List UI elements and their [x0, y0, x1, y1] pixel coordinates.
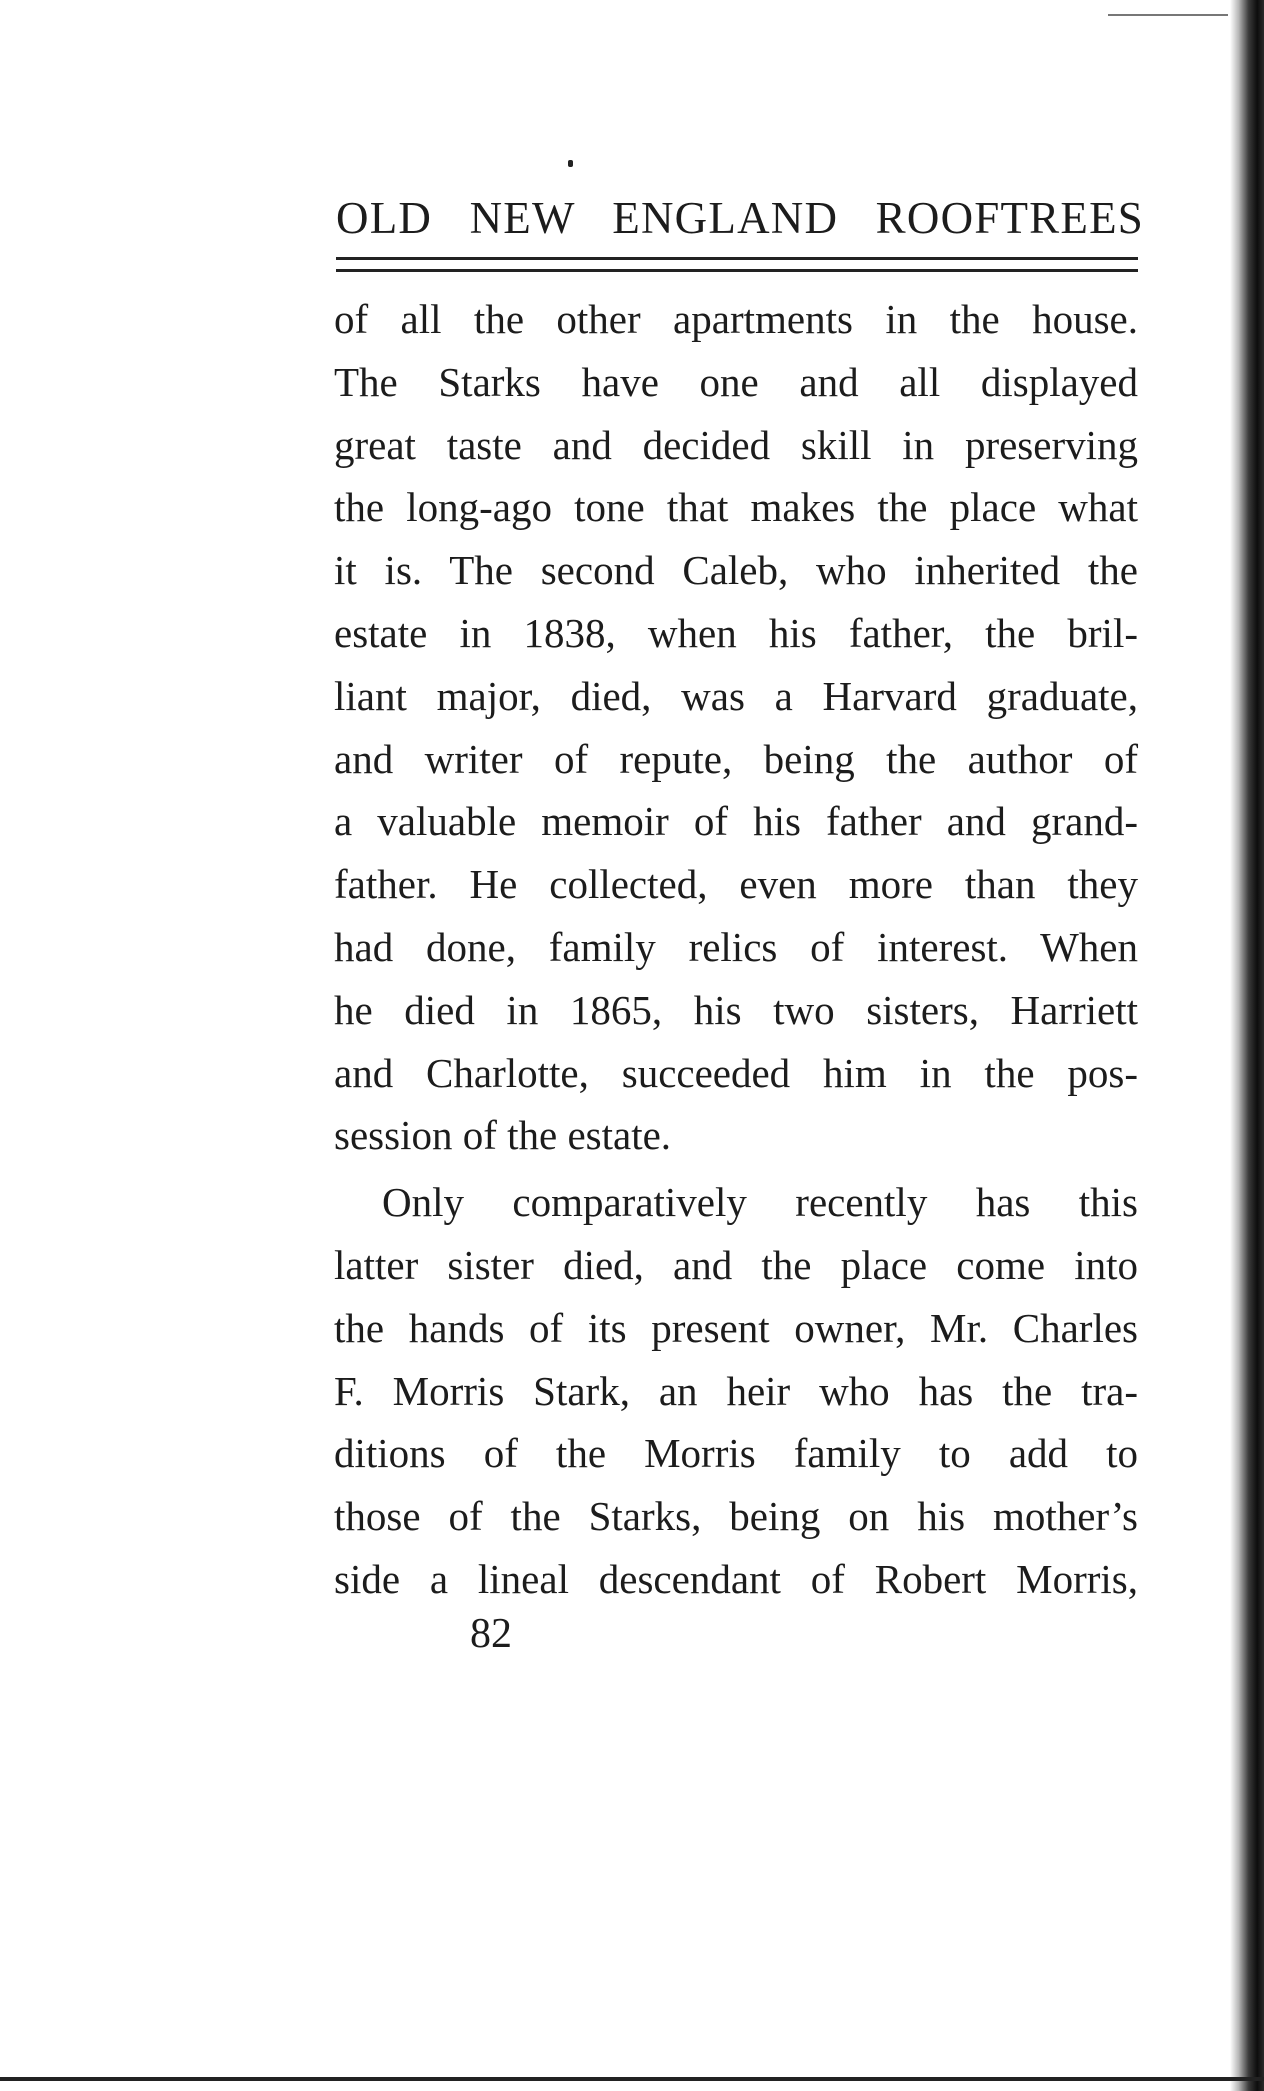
page-gutter-edge	[1230, 0, 1264, 2091]
text-line: the long-ago tone that makes the place what	[334, 484, 1138, 531]
body-text	[334, 288, 1138, 1611]
scan-mark	[1108, 14, 1228, 16]
page-number: 82	[470, 1611, 512, 1657]
text-line: of all the other apartments in the house.	[334, 296, 1138, 342]
text-line: and Charlotte, succeeded him in the pos-	[334, 1049, 1138, 1096]
running-head: OLD NEW ENGLAND ROOFTREES	[336, 193, 1144, 243]
text-line: a valuable memoir of his father and grand-	[334, 798, 1138, 845]
paragraph-1	[334, 288, 1138, 1167]
paragraph-2	[334, 1171, 1138, 1611]
text-line: liant major, died, was a Harvard graduate,	[334, 672, 1138, 719]
text-line: side a lineal descendant of Robert Morris,	[334, 1555, 1138, 1602]
ink-speck	[568, 160, 573, 167]
page-bottom-edge	[0, 2077, 1264, 2081]
text-line: those of the Starks, being on his mother’s	[334, 1493, 1138, 1540]
text-line: session of the estate.	[334, 1112, 672, 1159]
text-line: he died in 1865, his two sisters, Harriett	[334, 986, 1138, 1033]
text-line: father. He collected, even more than they	[334, 861, 1138, 908]
text-line: F. Morris Stark, an heir who has the tra-	[334, 1367, 1138, 1414]
text-line: ditions of the Morris family to add to	[334, 1430, 1138, 1477]
text-line: the hands of its present owner, Mr. Charles	[334, 1304, 1138, 1351]
text-line: The Starks have one and all displayed	[334, 358, 1138, 405]
text-line: estate in 1838, when his father, the bril-	[334, 609, 1138, 656]
text-line: and writer of repute, being the author of	[334, 735, 1138, 782]
text-line: had done, family relics of interest. When	[334, 923, 1138, 970]
text-line: it is. The second Caleb, who inherited the	[334, 547, 1138, 594]
text-line: latter sister died, and the place come into	[334, 1241, 1138, 1288]
text-line: great taste and decided skill in preserving	[334, 421, 1138, 468]
text-line: Only comparatively recently has this	[382, 1179, 1138, 1226]
running-head-rule	[336, 257, 1138, 272]
